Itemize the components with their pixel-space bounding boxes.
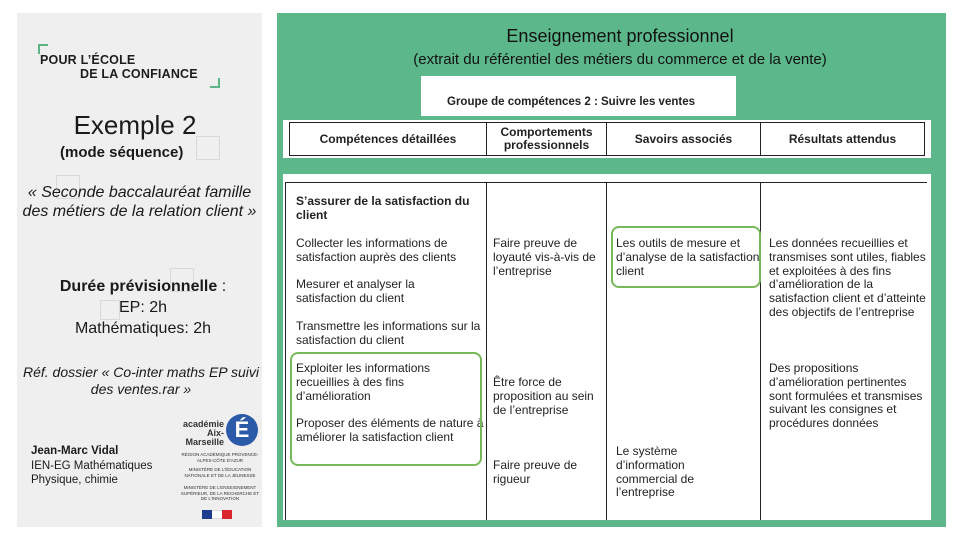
highlight-competences	[290, 352, 482, 466]
author-role-2: Physique, chimie	[31, 474, 118, 486]
duration-ep: EP: 2h	[118, 299, 168, 316]
duration-math: Mathématiques: 2h	[74, 320, 212, 337]
academy-logo	[180, 412, 262, 522]
resultat-item: Des propositions d’amélioration pertinentes sont formulées et transmises suivant les consignes et procédures données	[769, 361, 923, 431]
competence-heading: S’assurer de la satisfaction du client	[296, 194, 470, 222]
header-competences: Compétences détaillées	[289, 122, 487, 156]
competence-item: Mesurer et analyser la satisfaction du client	[296, 277, 415, 305]
ministry-label-2: MINISTÈRE DE L'ENSEIGNEMENT SUPÉRIEUR, DE LA RECHERCHE ET DE L'INNOVATION	[180, 485, 260, 501]
example-mode: (mode séquence)	[60, 144, 184, 161]
academy-name-l2: Aix-Marseille	[185, 428, 224, 447]
example-title: Exemple 2	[73, 110, 197, 140]
academy-name	[182, 420, 224, 447]
competence-item: Transmettre les informations sur la satisfaction du client	[296, 319, 481, 347]
header-resultats: Résultats attendus	[760, 122, 925, 156]
comportement-item: Faire preuve de loyauté vis-à-vis de l’entreprise	[493, 236, 596, 278]
comportement-item: Être force de proposition au sein de l’entreprise	[493, 375, 594, 417]
header-comportements: Comportements professionnels	[486, 122, 607, 156]
diploma-quote: « Seconde baccalauréat famille des métiers de la relation client »	[22, 184, 257, 220]
competence-item: Exploiter les informations recueillies à des fins d’amélioration	[296, 361, 431, 403]
logo-bracket-bottom	[210, 78, 220, 88]
savoir-item: Les outils de mesure et d’analyse de la satisfaction client	[616, 236, 760, 278]
competence-group-label	[421, 76, 736, 116]
author-role-1: IEN-EG Mathématiques	[31, 459, 153, 472]
competence-item: Collecter les informations de satisfaction auprès des clients	[296, 236, 457, 264]
ministry-label-1: MINISTÈRE DE L'ÉDUCATION NATIONALE ET DE LA JEUNESSE	[184, 467, 256, 478]
author-block	[31, 444, 152, 488]
table-header	[283, 120, 931, 158]
author-name: Jean-Marc Vidal	[31, 445, 119, 457]
french-flag-icon	[202, 510, 232, 519]
header-savoirs: Savoirs associés	[606, 122, 761, 156]
duration-block	[17, 276, 269, 339]
comportement-item: Faire preuve de rigueur	[493, 458, 578, 486]
savoir-item: Le système d’information commercial de l’entreprise	[616, 444, 695, 500]
academy-name-l1: académie	[182, 419, 224, 429]
region-label: RÉGION ACADÉMIQUE PROVENCE-ALPES-CÔTE D'AZUR	[181, 452, 259, 463]
duration-separator: :	[217, 278, 227, 295]
academy-e-icon: É	[226, 414, 258, 446]
highlight-savoirs	[611, 226, 761, 288]
column-divider	[486, 182, 487, 520]
resultat-item: Les données recueillies et transmises sont utiles, fiables et exploitées à des fins d’amélioration de la satisfaction client et d’atteinte des objectifs de l’entreprise	[769, 236, 926, 319]
competence-item: Proposer des éléments de nature à améliorer la satisfaction client	[296, 416, 484, 444]
section-title: Enseignement professionnel	[506, 26, 734, 46]
section-subtitle: (extrait du référentiel des métiers du commerce et de la vente)	[413, 51, 827, 68]
competence-group-text: Groupe de compétences 2 : Suivre les ventes	[447, 96, 695, 108]
duration-label: Durée prévisionnelle	[59, 278, 218, 295]
logo-line2: DE LA CONFIANCE	[80, 67, 198, 81]
reference-file: Réf. dossier « Co-inter maths EP suivi des ventes.rar »	[22, 364, 259, 397]
ecole-confiance-logo	[38, 32, 218, 92]
logo-line1: POUR L’ÉCOLE	[40, 53, 136, 67]
